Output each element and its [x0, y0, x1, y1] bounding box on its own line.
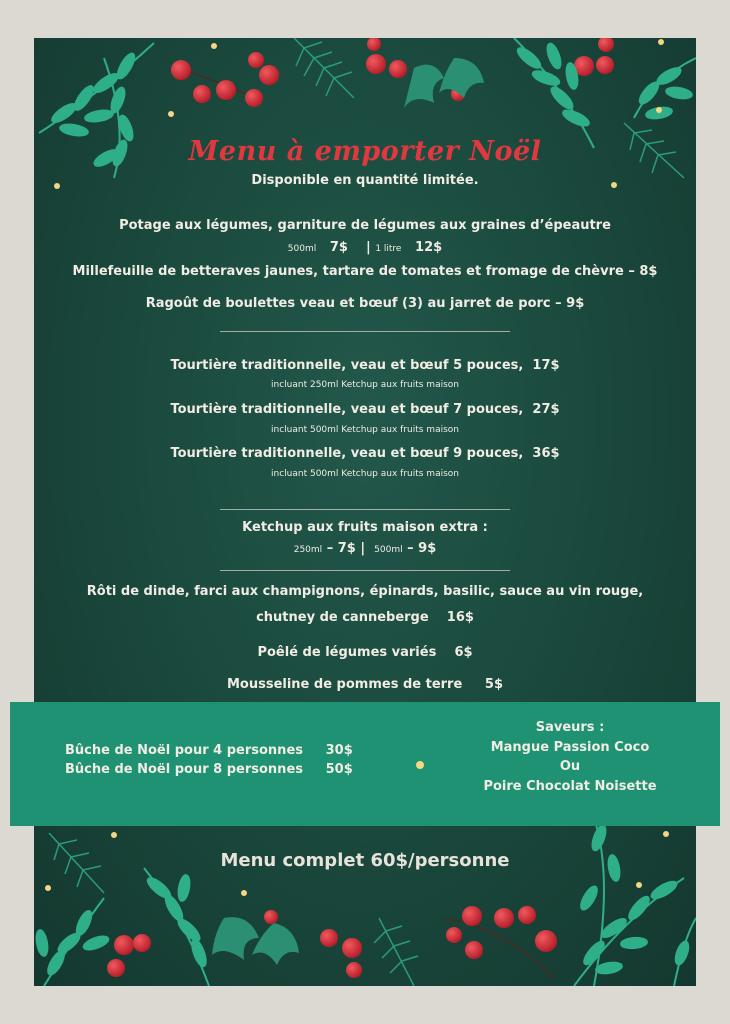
tourtiere-7-item: [34, 402, 696, 417]
ketchup-size-2: 500ml: [374, 545, 403, 555]
soup-size-1: 500ml: [287, 244, 317, 254]
tourtiere-5-note: incluant 250ml Ketchup aux fruits maison: [271, 380, 459, 390]
soup-price-1: 7$: [329, 240, 348, 255]
millefeuille-item: Millefeuille de betteraves jaunes, tartare de tomates et fromage de chèvre – 8$: [72, 264, 658, 279]
soup-separator: |: [366, 240, 371, 255]
ketchup-price-2: – 9$: [407, 541, 437, 556]
holly-leaf-bottom-icon: [212, 917, 299, 965]
buche-8-price: 50$: [325, 762, 353, 777]
roti-chutney: chutney de canneberge: [256, 610, 429, 625]
flavors-label: Saveurs :: [535, 720, 605, 735]
soup-price-2: 12$: [415, 240, 443, 255]
buche-banner: [10, 702, 720, 826]
tourtiere-9-name: Tourtière traditionnelle, veau et bœuf 9 pouces,: [170, 446, 524, 461]
divider: [220, 509, 510, 510]
mousseline-name: Mousseline de pommes de terre: [226, 677, 463, 692]
ketchup-prices: [34, 541, 696, 556]
tourtiere-9-note: incluant 500ml Ketchup aux fruits maison: [271, 469, 459, 479]
tourtiere-9-price: 36$: [532, 446, 560, 461]
tourtiere-7-note: incluant 500ml Ketchup aux fruits maison: [271, 425, 459, 435]
holly-leaf-icon: [404, 58, 484, 108]
roti-price: 16$: [446, 610, 474, 625]
flavor-1: Mangue Passion Coco: [490, 739, 650, 755]
buche-8: [65, 762, 353, 781]
tourtiere-7-price: 27$: [532, 402, 560, 417]
top-right-branch-icon: [514, 38, 696, 148]
buche-flavors: [430, 720, 710, 798]
menu-subtitle: Disponible en quantité limitée.: [251, 173, 479, 188]
buche-4: [65, 743, 353, 762]
menu-complete-price: Menu complet 60$/personne: [220, 850, 510, 871]
mousseline-item: [34, 677, 696, 692]
soup-prices: [34, 240, 696, 255]
buche-8-label: Bûche de Noël pour 8 personnes: [65, 762, 303, 777]
divider: [220, 570, 510, 571]
buche-list: [65, 743, 353, 781]
buche-4-price: 30$: [325, 743, 353, 758]
tourtiere-5-item: [34, 358, 696, 373]
divider: [220, 331, 510, 332]
ketchup-price-1: – 7$ |: [326, 541, 366, 556]
menu-card: [34, 38, 696, 986]
flavor-or: Ou: [559, 759, 581, 774]
tourtiere-5-name: Tourtière traditionnelle, veau et bœuf 5 pouces,: [170, 358, 524, 373]
tourtiere-9-item: [34, 446, 696, 461]
ketchup-label: Ketchup aux fruits maison extra :: [242, 520, 488, 535]
mousseline-price: 5$: [484, 677, 504, 692]
soup-size-2: 1 litre: [375, 244, 402, 254]
tourtiere-7-name: Tourtière traditionnelle, veau et bœuf 7 pouces,: [170, 402, 524, 417]
roti-item-line2: [34, 610, 696, 625]
ketchup-size-1: 250ml: [293, 545, 323, 555]
bullet-dot-icon: [416, 761, 424, 769]
flavor-2: Poire Chocolat Noisette: [483, 778, 657, 794]
buche-4-label: Bûche de Noël pour 4 personnes: [65, 743, 303, 758]
roti-item-line1: Rôti de dinde, farci aux champignons, épinards, basilic, sauce au vin rouge,: [86, 584, 644, 599]
poele-item: [34, 645, 696, 660]
tourtiere-5-price: 17$: [532, 358, 560, 373]
poele-price: 6$: [454, 645, 473, 660]
soup-item: Potage aux légumes, garniture de légumes aux graines d’épeautre: [119, 218, 611, 233]
bottom-right-branch-icon: [574, 818, 696, 986]
poele-name: Poêlé de légumes variés: [257, 645, 437, 660]
pine-branch-icon: [294, 38, 354, 98]
menu-title: Menu à emporter Noël: [188, 136, 542, 167]
ragout-item: Ragoût de boulettes veau et bœuf (3) au jarret de porc – 9$: [145, 296, 585, 311]
